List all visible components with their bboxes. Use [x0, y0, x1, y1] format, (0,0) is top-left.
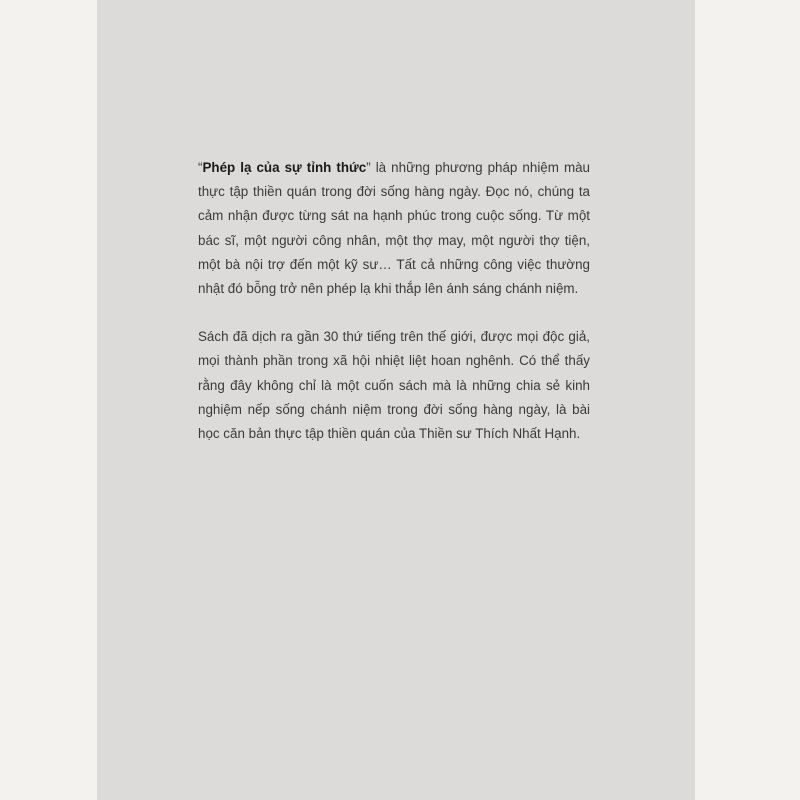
- blurb-paragraph-2: [198, 325, 590, 446]
- paragraph-1-text: là những phương pháp nhiệm màu thực tập thiền quán trong đời sống hàng ngày. Đọc nó, chúng ta cảm nhận được từng sát na hạnh phúc trong cuộc sống. Từ một bác sĩ, một người công nhân, một thợ may, một người thợ tiện, một bà nội trợ đến một kỹ sư… Tất cả những công việc thường nhật đó bỗng trở nên phép lạ khi thắp lên ánh sáng chánh niệm.: [198, 160, 590, 297]
- paragraph-2-text: Sách đã dịch ra gần 30 thứ tiếng trên thế giới, được mọi độc giả, mọi thành phần trong xã hội nhiệt liệt hoan nghênh. Có thể thấy rằng đây không chỉ là một cuốn sách mà là những chia sẻ kinh nghiệm nếp sống chánh niệm trong đời sống hàng ngày, là bài học căn bản thực tập thiền quán của Thiền sư Thích Nhất Hạnh.: [198, 329, 590, 442]
- book-title: Phép lạ của sự tỉnh thức: [202, 160, 367, 175]
- close-quote: ”: [366, 160, 371, 175]
- book-back-cover: [97, 0, 695, 800]
- blurb-paragraph-1: [198, 156, 590, 301]
- blurb-text: [198, 156, 590, 446]
- open-quote: “: [198, 160, 203, 175]
